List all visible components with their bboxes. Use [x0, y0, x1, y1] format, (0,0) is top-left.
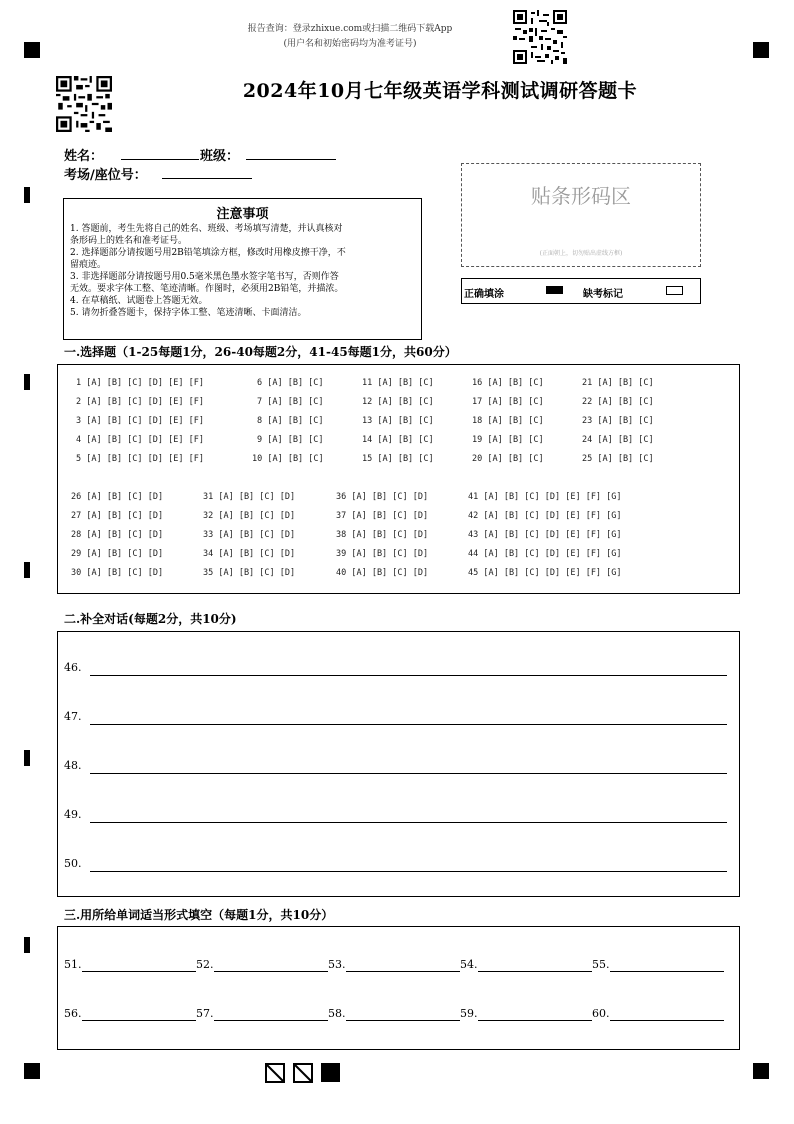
choice-item[interactable]: 25 [A] [B] [C] [582, 454, 654, 464]
choice-item[interactable]: 1 [A] [B] [C] [D] [E] [F] [76, 378, 204, 388]
answer-line[interactable] [90, 822, 727, 823]
notice-line: 3. 非选择题部分请按题号用0.5毫米黑色墨水签字笔书写，否则作答 [70, 272, 339, 282]
notice-line: 1. 答题前，考生先将自己的姓名、班级、考场填写清楚，并认真核对 [70, 224, 343, 234]
choice-item[interactable]: 41 [A] [B] [C] [D] [E] [F] [G] [468, 492, 622, 502]
qr-code-card-id [56, 76, 112, 132]
dialogue-box [57, 631, 740, 897]
choice-item[interactable]: 19 [A] [B] [C] [472, 435, 544, 445]
fill-blank-box [57, 926, 740, 1050]
question-number: 60. [592, 1007, 610, 1020]
choice-item[interactable]: 20 [A] [B] [C] [472, 454, 544, 464]
choice-item[interactable]: 17 [A] [B] [C] [472, 397, 544, 407]
answer-line[interactable] [214, 971, 328, 972]
answer-line[interactable] [610, 1020, 724, 1021]
name-label: 姓名： [64, 149, 104, 164]
choice-item[interactable]: 45 [A] [B] [C] [D] [E] [F] [G] [468, 568, 622, 578]
timing-mark [24, 187, 30, 203]
notice-line: 留痕迹。 [70, 260, 107, 270]
name-field[interactable] [121, 159, 199, 160]
choice-item[interactable]: 44 [A] [B] [C] [D] [E] [F] [G] [468, 549, 622, 559]
report-query-line: 报告查询：登录zhixue.com或扫描二维码下载App [247, 24, 453, 34]
choice-item[interactable]: 18 [A] [B] [C] [472, 416, 544, 426]
answer-line[interactable] [90, 724, 727, 725]
choice-item[interactable]: 8 [A] [B] [C] [257, 416, 324, 426]
choice-item[interactable]: 5 [A] [B] [C] [D] [E] [F] [76, 454, 204, 464]
report-query-note [220, 22, 480, 52]
barcode-area-tip: (正面朝上，切勿贴出虚线方框) [539, 250, 623, 257]
absent-mark-box[interactable] [666, 286, 683, 295]
choice-item[interactable]: 40 [A] [B] [C] [D] [336, 568, 429, 578]
choice-item[interactable]: 21 [A] [B] [C] [582, 378, 654, 388]
choice-item[interactable]: 16 [A] [B] [C] [472, 378, 544, 388]
choice-item[interactable]: 3 [A] [B] [C] [D] [E] [F] [76, 416, 204, 426]
section-3-title: 三.用所给单词适当形式填空（每题1分，共10分） [64, 908, 334, 922]
answer-line[interactable] [346, 971, 460, 972]
answer-line[interactable] [346, 1020, 460, 1021]
section-2-title: 二.补全对话(每题2分，共10分) [64, 612, 237, 626]
correct-fill-label: 正确填涂 [464, 289, 504, 300]
answer-line[interactable] [478, 971, 592, 972]
page-id-mark-solid [321, 1063, 340, 1082]
page-title: 2024年10月七年级英语学科测试调研答题卡 [242, 80, 638, 102]
question-number: 58. [328, 1007, 346, 1020]
choice-item[interactable]: 35 [A] [B] [C] [D] [203, 568, 296, 578]
notice-line: 5. 请勿折叠答题卡，保持字体工整、笔迹清晰、卡面清洁。 [70, 308, 307, 318]
notice-lines [64, 222, 421, 319]
notice-line: 4. 在草稿纸、试题卷上答题无效。 [70, 296, 208, 306]
choice-item[interactable]: 33 [A] [B] [C] [D] [203, 530, 296, 540]
choice-item[interactable]: 11 [A] [B] [C] [362, 378, 434, 388]
question-number: 59. [460, 1007, 478, 1020]
barcode-area [461, 163, 701, 267]
choice-item[interactable]: 43 [A] [B] [C] [D] [E] [F] [G] [468, 530, 622, 540]
choice-item[interactable]: 23 [A] [B] [C] [582, 416, 654, 426]
answer-line[interactable] [82, 1020, 196, 1021]
section-1-title: 一.选择题（1-25每题1分，26-40每题2分，41-45每题1分，共60分） [64, 345, 457, 359]
choice-item[interactable]: 39 [A] [B] [C] [D] [336, 549, 429, 559]
notice-title: 注意事项 [216, 207, 269, 222]
choice-item[interactable]: 37 [A] [B] [C] [D] [336, 511, 429, 521]
question-number: 52. [196, 958, 214, 971]
question-number: 49. [64, 808, 82, 821]
class-field[interactable] [246, 159, 336, 160]
question-number: 47. [64, 710, 82, 723]
page-id-mark-hatched [293, 1063, 313, 1087]
notice-line: 条形码上的姓名和准考证号。 [70, 236, 188, 246]
question-number: 56. [64, 1007, 82, 1020]
choice-item[interactable]: 13 [A] [B] [C] [362, 416, 434, 426]
question-number: 46. [64, 661, 82, 674]
page-id-mark-hatched [265, 1063, 285, 1087]
choice-item[interactable]: 10 [A] [B] [C] [252, 454, 324, 464]
timing-mark [24, 562, 30, 578]
answer-line[interactable] [90, 773, 727, 774]
answer-line[interactable] [82, 971, 196, 972]
choice-item[interactable]: 9 [A] [B] [C] [257, 435, 324, 445]
question-number: 54. [460, 958, 478, 971]
timing-mark [24, 374, 30, 390]
choice-item[interactable]: 26 [A] [B] [C] [D] [71, 492, 164, 502]
absent-mark-label: 缺考标记 [583, 289, 623, 300]
choice-item[interactable]: 30 [A] [B] [C] [D] [71, 568, 164, 578]
choice-item[interactable]: 12 [A] [B] [C] [362, 397, 434, 407]
choice-item[interactable]: 31 [A] [B] [C] [D] [203, 492, 296, 502]
barcode-area-title: 贴条形码区 [531, 184, 631, 208]
corner-mark-top-right [753, 42, 769, 58]
account-hint-line: (用户名和初始密码均为准考证号) [283, 39, 417, 49]
qr-code-download [513, 10, 567, 64]
choice-item[interactable]: 29 [A] [B] [C] [D] [71, 549, 164, 559]
choice-item[interactable]: 27 [A] [B] [C] [D] [71, 511, 164, 521]
choice-item[interactable]: 28 [A] [B] [C] [D] [71, 530, 164, 540]
notice-box [63, 198, 422, 340]
choice-item[interactable]: 32 [A] [B] [C] [D] [203, 511, 296, 521]
corner-mark-top-left [24, 42, 40, 58]
class-label: 班级： [200, 149, 240, 164]
choice-item[interactable]: 2 [A] [B] [C] [D] [E] [F] [76, 397, 204, 407]
question-number: 48. [64, 759, 82, 772]
choice-item[interactable]: 15 [A] [B] [C] [362, 454, 434, 464]
choice-item[interactable]: 7 [A] [B] [C] [257, 397, 324, 407]
timing-mark [24, 750, 30, 766]
corner-mark-bottom-left [24, 1063, 40, 1079]
notice-line: 无效。要求字体工整、笔迹清晰。作图时，必须用2B铅笔，并描浓。 [70, 284, 344, 294]
choice-item[interactable]: 6 [A] [B] [C] [257, 378, 324, 388]
fill-legend [461, 278, 701, 304]
choice-item[interactable]: 42 [A] [B] [C] [D] [E] [F] [G] [468, 511, 622, 521]
choice-item[interactable]: 24 [A] [B] [C] [582, 435, 654, 445]
question-number: 50. [64, 857, 82, 870]
answer-line[interactable] [214, 1020, 328, 1021]
correct-fill-sample [546, 286, 563, 294]
question-number: 55. [592, 958, 610, 971]
answer-line[interactable] [478, 1020, 592, 1021]
timing-mark [24, 937, 30, 953]
choice-item[interactable]: 34 [A] [B] [C] [D] [203, 549, 296, 559]
question-number: 51. [64, 958, 82, 971]
room-seat-label: 考场/座位号： [64, 168, 147, 183]
choice-item[interactable]: 14 [A] [B] [C] [362, 435, 434, 445]
choice-item[interactable]: 4 [A] [B] [C] [D] [E] [F] [76, 435, 204, 445]
question-number: 53. [328, 958, 346, 971]
choice-item[interactable]: 38 [A] [B] [C] [D] [336, 530, 429, 540]
corner-mark-bottom-right [753, 1063, 769, 1079]
room-seat-field[interactable] [162, 178, 252, 179]
notice-line: 2. 选择题部分请按题号用2B铅笔填涂方框，修改时用橡皮擦干净，不 [70, 248, 346, 258]
answer-line[interactable] [90, 675, 727, 676]
question-number: 57. [196, 1007, 214, 1020]
choice-item[interactable]: 22 [A] [B] [C] [582, 397, 654, 407]
answer-line[interactable] [90, 871, 727, 872]
answer-line[interactable] [610, 971, 724, 972]
choice-item[interactable]: 36 [A] [B] [C] [D] [336, 492, 429, 502]
